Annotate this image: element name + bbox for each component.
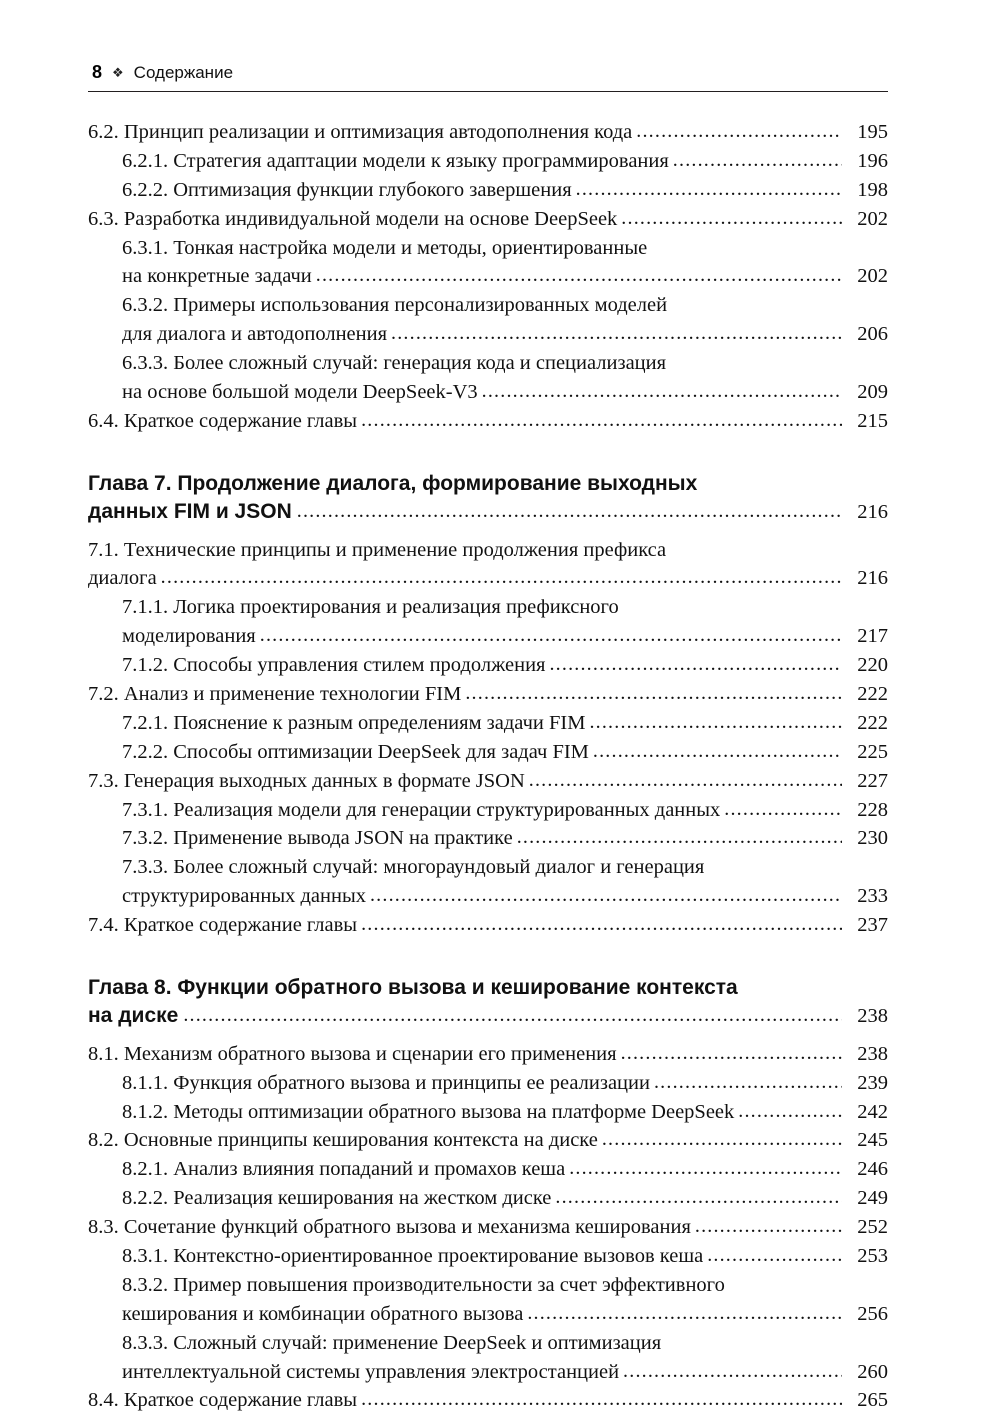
toc-entry-label: 8.2.2. Реализация кеширования на жестком диске — [122, 1187, 552, 1210]
toc-entry[interactable] — [88, 1069, 888, 1098]
toc-entry[interactable] — [88, 824, 888, 853]
toc-entry-label: 8.3.2. Пример повышения производительности за счет эффективного — [122, 1273, 725, 1296]
toc-entry[interactable] — [88, 1213, 888, 1242]
toc-entry-label: 8.3.1. Контекстно-ориентированное проектирование вызовов кеша — [122, 1245, 704, 1268]
toc-entry-label: 7.1. Технические принципы и применение продолжения префикса — [88, 538, 667, 561]
toc-entry-label-wrap: структурированных данных — [122, 885, 366, 908]
leader-dots — [673, 146, 842, 174]
chapter-title-line2-row — [88, 498, 888, 526]
toc-entry[interactable] — [88, 349, 888, 378]
toc-entry-label: 6.3.1. Тонкая настройка модели и методы, ориентированные — [122, 236, 648, 259]
toc-entry-page: 202 — [857, 265, 888, 288]
toc-entry-page: 252 — [857, 1216, 888, 1239]
toc-entry[interactable] — [88, 911, 888, 940]
toc-entry[interactable] — [88, 651, 888, 680]
leader-dots — [297, 498, 842, 524]
toc-entry-label-wrap: на основе большой модели DeepSeek-V3 — [122, 381, 478, 404]
leader-dots — [569, 1154, 842, 1182]
leader-dots — [527, 1299, 842, 1327]
toc-entry-continuation[interactable] — [88, 882, 888, 911]
toc-entry-label: 8.3.3. Сложный случай: применение DeepSeek и оптимизация — [122, 1331, 662, 1354]
toc-entry[interactable] — [88, 796, 888, 825]
toc-entry-page: 220 — [857, 654, 888, 677]
toc-entry-label: 8.4. Краткое содержание главы — [88, 1389, 358, 1412]
toc-entry-label-wrap: на конкретные задачи — [122, 265, 312, 288]
toc-entry[interactable] — [88, 1271, 888, 1300]
toc-entry-page: 217 — [857, 625, 888, 648]
toc-entry-label-wrap: моделирования — [122, 625, 256, 648]
running-head-title: Содержание — [133, 63, 234, 82]
leader-dots — [482, 377, 842, 405]
running-head — [88, 62, 888, 83]
toc-entry-page: 242 — [857, 1100, 888, 1123]
toc-entry-label: 7.2.1. Пояснение к разным определениям задачи FIM — [122, 711, 586, 734]
toc-entry-label: 8.1.2. Методы оптимизации обратного вызова на платформе DeepSeek — [122, 1100, 735, 1123]
toc-entry[interactable] — [88, 709, 888, 738]
toc-entry[interactable] — [88, 1098, 888, 1127]
toc-entry-page: 246 — [857, 1158, 888, 1181]
leader-dots — [517, 823, 842, 851]
toc-entry[interactable] — [88, 738, 888, 767]
leader-dots — [555, 1183, 842, 1211]
toc-entry[interactable] — [88, 1040, 888, 1069]
toc-entry-continuation[interactable] — [88, 378, 888, 407]
toc-entry-page: 202 — [857, 207, 888, 230]
toc-entry-label: 6.3.2. Примеры использования персонализированных моделей — [122, 294, 668, 317]
toc-entry-page: 215 — [857, 409, 888, 432]
leader-dots — [621, 1039, 842, 1067]
toc-entry-continuation[interactable] — [88, 1300, 888, 1329]
toc-entry[interactable] — [88, 767, 888, 796]
toc-entry-page: 245 — [857, 1129, 888, 1152]
chapter-heading-8[interactable] — [88, 974, 888, 1030]
toc-entry-page: 225 — [857, 740, 888, 763]
toc-entry[interactable] — [88, 1242, 888, 1271]
leader-dots — [183, 1002, 842, 1028]
toc-entry-continuation[interactable] — [88, 622, 888, 651]
leader-dots — [707, 1241, 842, 1269]
leader-dots — [370, 881, 842, 909]
toc-entry-page: 260 — [857, 1360, 888, 1383]
toc-entry[interactable] — [88, 176, 888, 205]
toc-entry-page: 238 — [857, 1042, 888, 1065]
toc-entry-page: 256 — [857, 1302, 888, 1325]
leader-dots — [576, 175, 842, 203]
chapter-heading-7[interactable] — [88, 470, 888, 526]
toc-entry-page: 233 — [857, 885, 888, 908]
toc-entry-label-wrap: интеллектуальной системы управления электростанцией — [122, 1360, 620, 1383]
leader-dots — [695, 1212, 842, 1240]
toc-entry-label: 7.4. Краткое содержание главы — [88, 914, 358, 937]
leader-dots — [391, 319, 842, 347]
leader-dots — [654, 1068, 842, 1096]
toc-entry[interactable] — [88, 593, 888, 622]
leader-dots — [593, 737, 842, 765]
toc-entry-page: 230 — [857, 827, 888, 850]
toc-entry-page: 228 — [857, 798, 888, 821]
page-number: 8 — [92, 62, 103, 82]
toc-group-chapter-6 — [88, 118, 888, 436]
ornament-icon: ❖ — [112, 65, 124, 80]
toc-entry-label-wrap: кеширования и комбинации обратного вызова — [122, 1302, 524, 1325]
toc-entry-continuation[interactable] — [88, 1358, 888, 1387]
toc-entry-label: 7.2.2. Способы оптимизации DeepSeek для задач FIM — [122, 740, 589, 763]
toc-list — [88, 118, 888, 1415]
chapter-title-line1: Глава 8. Функции обратного вызова и кеширование контекста — [88, 976, 738, 1000]
toc-entry-page: 222 — [857, 683, 888, 706]
toc-entry-label: 6.2.1. Стратегия адаптации модели к языку программирования — [122, 149, 669, 172]
leader-dots — [738, 1097, 842, 1125]
leader-dots — [589, 708, 842, 736]
leader-dots — [316, 261, 842, 289]
toc-entry-label: 7.3.3. Более сложный случай: многораундовый диалог и генерация — [122, 856, 705, 879]
leader-dots — [361, 1385, 842, 1413]
toc-entry-label: 8.2. Основные принципы кеширования контекста на диске — [88, 1129, 598, 1152]
chapter-title-line2: на диске — [88, 1003, 179, 1027]
toc-entry-label: 8.1.1. Функция обратного вызова и принципы ее реализации — [122, 1071, 650, 1094]
toc-group-chapter-7 — [88, 536, 888, 940]
toc-entry[interactable] — [88, 291, 888, 320]
toc-entry-page: 253 — [857, 1245, 888, 1268]
toc-entry[interactable] — [88, 147, 888, 176]
toc-entry-label: 6.4. Краткое содержание главы — [88, 409, 358, 432]
leader-dots — [602, 1125, 842, 1153]
leader-dots — [260, 621, 842, 649]
toc-entry[interactable] — [88, 407, 888, 436]
toc-entry-page: 237 — [857, 914, 888, 937]
toc-entry-label: 6.3. Разработка индивидуальной модели на основе DeepSeek — [88, 207, 618, 230]
toc-entry[interactable] — [88, 1386, 888, 1415]
toc-entry[interactable] — [88, 234, 888, 263]
toc-entry-label: 8.3. Сочетание функций обратного вызова и механизма кеширования — [88, 1216, 691, 1239]
toc-entry-label: 8.1. Механизм обратного вызова и сценарии его применения — [88, 1042, 617, 1065]
toc-entry[interactable] — [88, 1126, 888, 1155]
toc-entry[interactable] — [88, 536, 888, 565]
chapter-title-line1: Глава 7. Продолжение диалога, формирование выходных — [88, 471, 698, 495]
leader-dots — [549, 650, 842, 678]
toc-entry[interactable] — [88, 205, 888, 234]
leader-dots — [161, 563, 842, 591]
toc-entry-page: 209 — [857, 381, 888, 404]
toc-entry-continuation[interactable] — [88, 564, 888, 593]
toc-entry[interactable] — [88, 680, 888, 709]
toc-entry-page: 216 — [857, 567, 888, 590]
toc-entry-page: 196 — [857, 149, 888, 172]
toc-entry-label: 7.1.1. Логика проектирования и реализация префиксного — [122, 596, 619, 619]
toc-entry-label: 7.3. Генерация выходных данных в формате JSON — [88, 769, 525, 792]
toc-entry[interactable] — [88, 853, 888, 882]
toc-entry-continuation[interactable] — [88, 320, 888, 349]
toc-entry-page: 265 — [857, 1389, 888, 1412]
leader-dots — [361, 910, 842, 938]
toc-group-chapter-8 — [88, 1040, 888, 1416]
toc-entry[interactable] — [88, 1155, 888, 1184]
chapter-title-line2-row — [88, 1002, 888, 1030]
toc-entry-page: 198 — [857, 178, 888, 201]
leader-dots — [529, 766, 842, 794]
toc-entry-label-wrap: для диалога и автодополнения — [122, 323, 388, 346]
leader-dots — [465, 679, 842, 707]
chapter-page: 238 — [857, 1004, 888, 1027]
chapter-title-line2: данных FIM и JSON — [88, 499, 292, 523]
toc-entry-page: 227 — [857, 769, 888, 792]
toc-entry-page: 195 — [857, 121, 888, 143]
toc-entry-page: 239 — [857, 1071, 888, 1094]
toc-entry-page: 249 — [857, 1187, 888, 1210]
leader-dots — [724, 795, 842, 823]
leader-dots — [621, 204, 842, 232]
toc-entry[interactable] — [88, 118, 888, 147]
leader-dots — [361, 406, 842, 434]
leader-dots — [623, 1357, 842, 1385]
toc-entry-page: 222 — [857, 711, 888, 734]
toc-entry-page: 206 — [857, 323, 888, 346]
toc-entry-label: 8.2.1. Анализ влияния попаданий и промахов кеша — [122, 1158, 566, 1181]
toc-entry[interactable] — [88, 1329, 888, 1358]
toc-entry-label: 6.2. Принцип реализации и оптимизация автодополнения кода — [88, 121, 633, 143]
toc-entry-continuation[interactable] — [88, 262, 888, 291]
toc-entry-label: 6.3.3. Более сложный случай: генерация кода и специализация — [122, 352, 667, 375]
toc-entry[interactable] — [88, 1184, 888, 1213]
toc-entry-label: 7.3.1. Реализация модели для генерации структурированных данных — [122, 798, 721, 821]
toc-entry-label-wrap: диалога — [88, 567, 157, 590]
header-divider — [88, 91, 888, 92]
leader-dots — [636, 117, 842, 145]
chapter-page: 216 — [857, 500, 888, 523]
toc-entry-label: 7.1.2. Способы управления стилем продолжения — [122, 654, 546, 677]
toc-entry-label: 7.2. Анализ и применение технологии FIM — [88, 683, 462, 706]
toc-entry-label: 6.2.2. Оптимизация функции глубокого завершения — [122, 178, 572, 201]
toc-entry-label: 7.3.2. Применение вывода JSON на практике — [122, 827, 513, 850]
